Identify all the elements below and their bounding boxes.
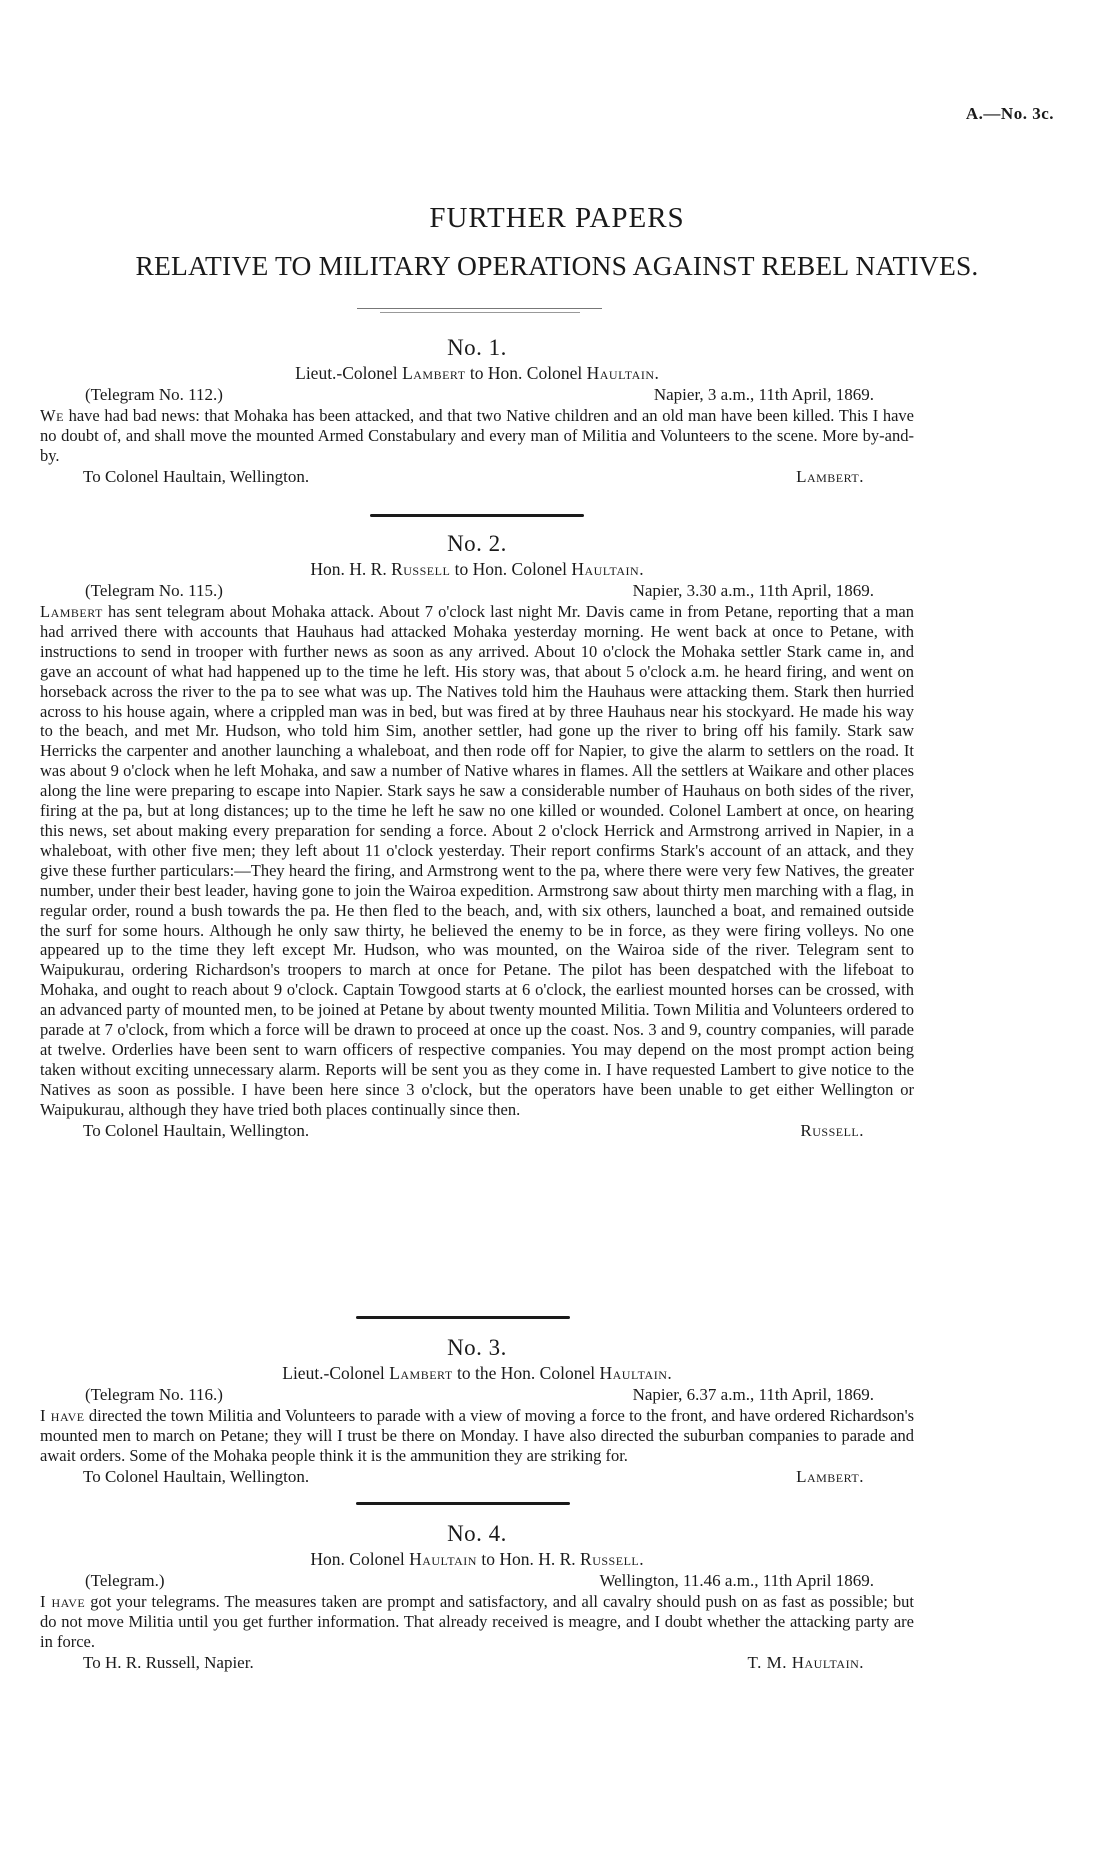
addressee-row — [40, 466, 914, 488]
addressee: To H. R. Russell, Napier. — [83, 1652, 254, 1672]
addressee-row — [40, 1466, 914, 1488]
signature: T. M. Haultain. — [747, 1652, 864, 1672]
place-date: Napier, 3.30 a.m., 11th April, 1869. — [632, 581, 874, 600]
place-date: Wellington, 11.46 a.m., 11th April 1869. — [599, 1571, 874, 1590]
title-divider — [357, 308, 602, 309]
opening-words: Lambert — [40, 602, 103, 621]
telegram-section-1 — [40, 334, 914, 488]
section-number: No. 4. — [447, 1521, 507, 1546]
section-divider — [356, 1502, 570, 1505]
opening-words: We — [40, 406, 64, 425]
telegram-meta — [40, 1570, 914, 1592]
section-divider — [356, 1316, 570, 1319]
document-reference: A.—No. 3c. — [965, 104, 1054, 123]
place-date: Napier, 6.37 a.m., 11th April, 1869. — [632, 1385, 874, 1404]
title-divider-secondary — [380, 312, 580, 313]
section-divider — [370, 514, 584, 517]
opening-words: I have — [40, 1592, 86, 1611]
addressee: To Colonel Haultain, Wellington. — [83, 1466, 310, 1486]
telegram-body: Lambert has sent telegram about Mohaka attack. About 7 o'clock last night Mr. Davis came in from Petane, reporting that a man had arrived there with accounts that Hauhaus had attacked Mohaka yesterday morning. He went back at once to Petane, with instructions to send in trooper with further news as soon as any arrived. About 10 o'clock the Mohaka settler Stark came in, and gave an account of what had happened up to the time he left. His story was, that about 5 o'clock a.m. he heard firing, and went on horseback across the river to the pa to see what was up. The Natives told him the Hauhaus were attacking them. Stark then hurried across to his house again, where a crippled man was in bed, but was fired at by three Hauhaus near his stockyard. He made his way to the beach, and met Mr. Hudson, who told him Sim, another settler, had gone up the river to bring off his family. Stark saw Herricks the carpenter and another launching a whaleboat, and then rode off for Napier, to give the alarm to settlers on the road. It was about 9 o'clock when he left Mohaka, and saw a number of Native whares in flames. All the settlers at Waikare and other places along the line were preparing to escape into Napier. Stark says he saw a considerable number of Hauhaus on both sides of the river, firing at the pa, but at long distances; up to the time he left he saw no one killed or wounded. Colonel Lambert at once, on hearing this news, set about making every preparation for sending a force. About 2 o'clock Herrick and Armstrong arrived in Napier, in a whaleboat, with other five men; they left about 11 o'clock yesterday. Their report confirms Stark's account of an attack, and they give these further particulars:—They heard the firing, and Armstrong went to the pa, where there were very few Natives, the greater number, under their best leader, having gone to join the Wairoa expedition. Armstrong saw about thirty men marching with a flag, in regular order, round a bush towards the pa. He then fled to the beach, and, with six others, launched a boat, and remained outside the surf for some hours. Although he only saw thirty, he believed the enemy to be in force, as they were firing volleys. No one appeared up to the time they left except Mr. Hudson, who was mounted, on the Wairoa side of the river. Telegram sent to Waipukurau, ordering Richardson's troopers to march at once for Petane. The pilot has been despatched with the lifeboat to Mohaka, and ought to reach about 9 o'clock. Captain Towgood starts at 6 o'clock, the earliest mounted horses can be crossed, with an advanced party of mounted men, to be joined at Petane by about twenty mounted Militia. Town Militia and Volunteers ordered to parade at 7 o'clock, from which a force will be drawn to proceed at once up the coast. Nos. 3 and 9, country companies, will parade at twelve. Orderlies have been sent to warn officers of respective companies. You may depend on the most prompt action being taken without exciting unnecessary alarm. Reports will be sent you as they come in. I have requested Lambert to give notice to the Natives as soon as possible. I have been here since 3 o'clock, but the operators have been unable to get either Wellington or Waipukurau, although they have tried both places continually since then. — [40, 602, 914, 1119]
page-subtitle: RELATIVE TO MILITARY OPERATIONS AGAINST REBEL NATIVES. — [135, 250, 979, 281]
signature: Lambert. — [796, 466, 864, 486]
telegram-number: (Telegram.) — [85, 1571, 165, 1590]
section-heading: Lieut.-Colonel Lambert to Hon. Colonel Haultain. — [295, 363, 659, 383]
addressee-row — [40, 1652, 914, 1674]
telegram-section-4 — [40, 1520, 914, 1674]
telegram-number: (Telegram No. 112.) — [85, 385, 223, 404]
telegram-meta — [40, 384, 914, 406]
addressee: To Colonel Haultain, Wellington. — [83, 1120, 310, 1140]
section-heading: Hon. H. R. Russell to Hon. Colonel Haultain. — [310, 559, 644, 579]
signature: Lambert. — [796, 1466, 864, 1486]
signature: Russell. — [800, 1120, 864, 1140]
telegram-meta — [40, 1384, 914, 1406]
section-heading: Hon. Colonel Haultain to Hon. H. R. Russell. — [310, 1549, 644, 1569]
section-number: No. 1. — [447, 335, 507, 360]
addressee-row — [40, 1120, 914, 1142]
addressee: To Colonel Haultain, Wellington. — [83, 466, 310, 486]
telegram-number: (Telegram No. 115.) — [85, 581, 223, 600]
telegram-body: I have got your telegrams. The measures taken are prompt and satisfactory, and all cavalry should push on as fast as possible; but do not move Militia until you get further information. That already received is meagre, and I doubt whether the attacking party are in force. — [40, 1592, 914, 1651]
section-number: No. 2. — [447, 531, 507, 556]
section-number: No. 3. — [447, 1335, 507, 1360]
telegram-section-2 — [40, 530, 914, 1142]
telegram-body: I have directed the town Militia and Volunteers to parade with a view of moving a force to the front, and have ordered Richardson's mounted men to march on Petane; they will I trust be there on Monday. I have also directed the suburban companies to parade and await orders. Some of the Mohaka people think it is the ammunition they are striking for. — [40, 1406, 915, 1465]
telegram-meta — [40, 580, 914, 602]
page-title: FURTHER PAPERS — [429, 202, 685, 234]
telegram-body: We have had bad news: that Mohaka has been attacked, and that two Native children and an old man have been killed. This I have no doubt of, and shall move the mounted Armed Constabulary and every man of Militia and Volunteers to the scene. More by-and-by. — [40, 406, 914, 465]
telegram-section-3 — [40, 1334, 914, 1488]
section-heading: Lieut.-Colonel Lambert to the Hon. Colonel Haultain. — [282, 1363, 672, 1383]
telegram-number: (Telegram No. 116.) — [85, 1385, 223, 1404]
place-date: Napier, 3 a.m., 11th April, 1869. — [653, 385, 874, 404]
opening-words: I have — [40, 1406, 85, 1425]
